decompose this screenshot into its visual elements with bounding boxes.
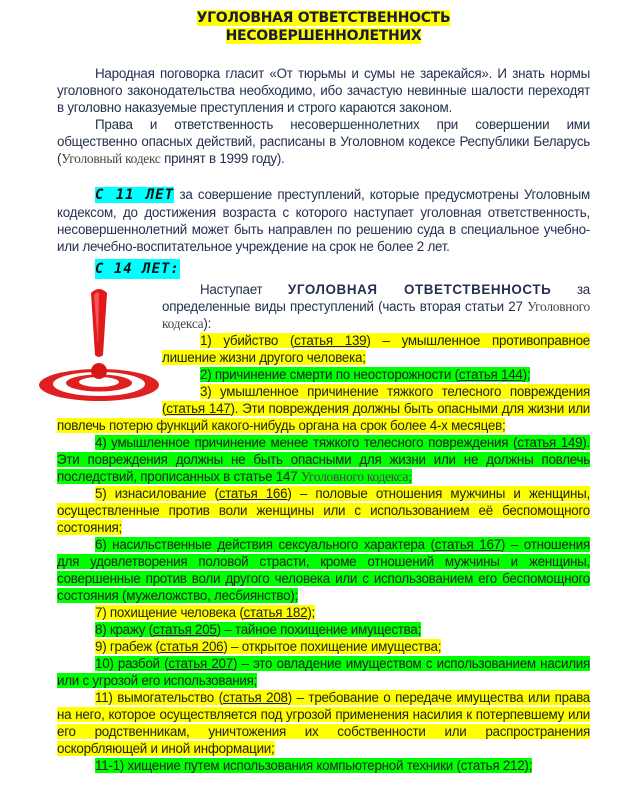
crime-item: [57, 757, 590, 774]
crime-item: [57, 536, 590, 604]
crime-item-highlight: [95, 605, 315, 620]
crime-item-highlight: [57, 656, 590, 688]
article-link[interactable]: статья 147: [166, 401, 231, 416]
crime-item-highlight: [57, 486, 590, 535]
crime-item: [57, 655, 590, 689]
crime-list: [57, 281, 590, 774]
document-title: [57, 9, 590, 45]
article-link[interactable]: статья 167: [434, 537, 501, 552]
intro-paragraph-2: [57, 116, 590, 167]
crime-item: [57, 604, 590, 621]
article-link[interactable]: статья 149: [517, 435, 583, 450]
title-line-1: УГОЛОВНАЯ ОТВЕТСТВЕННОСТЬ: [196, 10, 451, 26]
crime-item-text: 7) похищение человека (: [95, 605, 244, 620]
crime-item-description: ) – умышленное противоправное лишение жизни другого человека;: [162, 333, 590, 365]
article-link[interactable]: статья 207: [168, 656, 233, 671]
age-14-intro-end: ):: [203, 316, 212, 331]
criminal-code-name: Уголовный кодекс: [61, 151, 161, 166]
crime-item-highlight: [95, 622, 421, 637]
title-line-2: НЕСОВЕРШЕННОЛЕТНИХ: [225, 28, 422, 44]
crime-item-text: 11-1) хищение путем использования компьютерной техники (статья 212);: [95, 758, 533, 773]
crime-item: [57, 689, 590, 757]
crime-item-text: 10) разбой (: [95, 656, 169, 671]
crime-item-description: ) – отношения для удовлетворения половой страсти, кроме отношений мужчины и женщины, совершенные против воли другого человека или с использованием его беспомощного состояния (мужеложство, лесбиянство);: [57, 537, 590, 603]
crime-item-text: 8) кражу (: [95, 622, 153, 637]
crime-item-text: 6) насильственные действия сексуального характера (: [95, 537, 435, 552]
age-11-text: за совершение преступлений, которые предусмотрены Уголовным кодексом, до достижения возраста с которого наступает уголовная ответственность, несовершеннолетний может быть направлен по решению суда в специальное учебно- или лечебно-воспитательное учреждение на срок не более 2 лет.: [57, 187, 590, 254]
document-page: [57, 0, 590, 774]
crime-item-text: 4) умышленное причинение менее тяжкого телесного повреждения (: [95, 435, 518, 450]
crime-item-description: ) – это овладение имуществом с использованием насилия или с угрозой его использования;: [57, 656, 590, 688]
article-link[interactable]: статья 206: [159, 639, 224, 654]
crime-item-description: );: [522, 367, 531, 382]
article-link[interactable]: статья 205: [152, 622, 217, 637]
crime-item-description: ). Эти повреждения должны не быть опасными для жизни или не должны повлечь последствий, прописанных в статье 147: [57, 435, 590, 484]
crime-item: [57, 621, 590, 638]
crime-item-description: ) – половые отношения мужчины и женщины, осуществленные против воли женщины или с использованием её беспомощного состояния;: [57, 486, 590, 535]
crime-item-highlight: [57, 435, 590, 484]
intro-p2-text: Права и ответственность несовершеннолетних при совершении ими общественно опасных действий, расписаны в Уголовном кодексе Республики Беларусь (: [57, 117, 590, 166]
crime-item-text: 11) вымогательство (: [95, 690, 223, 705]
crime-item-text: 5) изнасилование (: [95, 486, 219, 501]
intro-p2-end: принят в 1999 году).: [160, 151, 285, 166]
exclamation-target-icon: [37, 285, 162, 403]
crime-item-highlight: [162, 333, 590, 365]
age-14-intro-mid: за определенные виды преступлений (часть вторая статьи 27: [162, 282, 590, 314]
crime-item-description: ) – требование о передаче имущества или права на него, которое осуществляется под угрозой применения насилия к потерпевшему или его родственникам, уничтожения их собственности или распространения оскорбляющей и иной информации;: [57, 690, 590, 756]
criminal-code-ref: Уголовного кодекса: [162, 299, 590, 331]
crime-item-highlight: [95, 639, 441, 654]
crime-item-description: ). Эти повреждения должны быть опасными для жизни или повлечь потерю функций какого-нибудь органа на срок более 4-х месяцев;: [57, 401, 590, 433]
article-link[interactable]: статья 208: [222, 690, 288, 705]
intro-section: [57, 65, 590, 167]
age-11-label: С 11 ЛЕТ: [95, 187, 175, 203]
crime-item-highlight: [95, 758, 532, 773]
criminal-liability-heading: УГОЛОВНАЯ ОТВЕТСТВЕННОСТЬ: [287, 282, 552, 297]
article-link[interactable]: статья 144: [458, 367, 523, 382]
age-14-intro-text: Наступает: [200, 282, 288, 297]
crime-item-text: 3) умышленное причинение тяжкого телесного повреждения (: [162, 384, 590, 416]
article-link[interactable]: статья 182: [243, 605, 308, 620]
criminal-code-ref: Уголовного кодекса;: [300, 469, 412, 484]
article-link[interactable]: статья 166: [218, 486, 288, 501]
crime-item-description: ) – открытое похищение имущества;: [223, 639, 442, 654]
crime-item-description: ) – тайное похищение имущества;: [216, 622, 422, 637]
crime-item-text: 1) убийство (: [200, 333, 295, 348]
crime-item-text: 2) причинение смерти по неосторожности (: [200, 367, 459, 382]
crime-item-description: );: [307, 605, 315, 620]
crime-item: [57, 485, 590, 536]
crime-item: [57, 638, 590, 655]
crime-item-highlight: [57, 537, 590, 603]
age-14-label: С 14 ЛЕТ:: [95, 261, 180, 277]
crime-item-highlight: [57, 690, 590, 756]
age-11-paragraph: [57, 186, 590, 255]
article-link[interactable]: статья 139: [294, 333, 367, 348]
crime-item-text: 9) грабеж (: [95, 639, 160, 654]
intro-paragraph-1: Народная поговорка гласит «От тюрьмы и сумы не зарекайся». И знать нормы уголовного законодательства необходимо, ибо зачастую невинные шалости переходят в уголовно наказуемые преступления и строго караются законом.: [57, 66, 590, 115]
crime-item: [57, 434, 590, 485]
crime-item-highlight: [200, 367, 530, 382]
